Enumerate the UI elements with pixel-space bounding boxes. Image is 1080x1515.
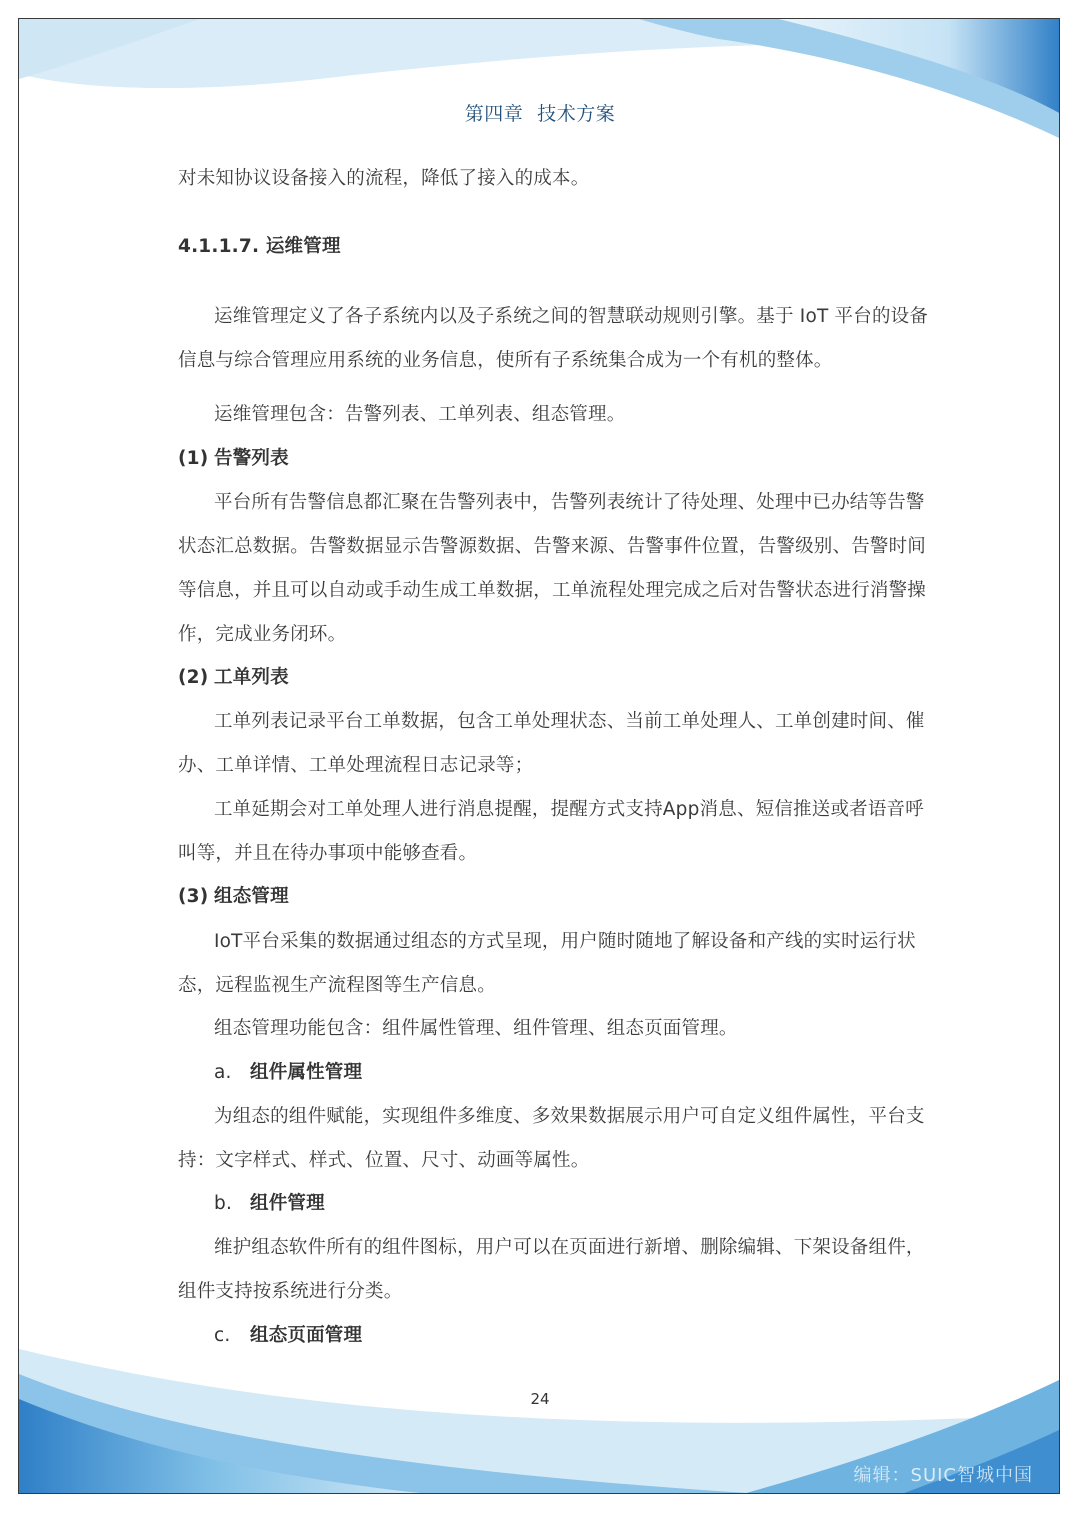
sub-heading-title: 组件管理 <box>250 1193 325 1214</box>
paragraph-line: 等信息，并且可以自动或手动生成工单数据，工单流程处理完成之后对告警状态进行消警操 <box>178 580 927 601</box>
intro-continuation: 对未知协议设备接入的流程，降低了接入的成本。 <box>178 168 590 189</box>
chapter-number: 第四章 <box>464 103 524 125</box>
sub-heading-component-management <box>214 1189 942 1215</box>
sub-heading-letter: c. <box>214 1325 231 1346</box>
paragraph-line: 平台所有告警信息都汇聚在告警列表中，告警列表统计了待处理、处理中已办结等告警 <box>214 492 925 513</box>
sub-heading-letter: a. <box>214 1062 232 1083</box>
paragraph-line: 运维管理定义了各子系统内以及子系统之间的智慧联动规则引擎。基于 IoT 平台的设备 <box>214 306 929 327</box>
paragraph-line: IoT平台采集的数据通过组态的方式呈现，用户随时随地了解设备和产线的实时运行状 <box>214 931 916 952</box>
subsection-number: (2) <box>178 667 209 688</box>
sub-heading-config-page-management <box>214 1321 942 1347</box>
paragraph-line: 为组态的组件赋能，实现组件多维度、多效果数据展示用户可自定义组件属性，平台支 <box>214 1106 925 1127</box>
paragraph-line: 作，完成业务闭环。 <box>178 624 347 645</box>
subsection-number: (1) <box>178 448 209 469</box>
subsection-heading-config <box>178 882 906 908</box>
paragraph-line: 办、工单详情、工单处理流程日志记录等； <box>178 755 534 776</box>
paragraph-line: 维护组态软件所有的组件图标，用户可以在页面进行新增、删除编辑、下架设备组件， <box>214 1237 925 1258</box>
chapter-header <box>19 99 1060 126</box>
watermark: 编辑：SUIC智城中国 <box>853 1465 1033 1486</box>
chapter-title: 技术方案 <box>537 103 616 125</box>
paragraph-line: 信息与综合管理应用系统的业务信息，使所有子系统集合成为一个有机的整体。 <box>178 350 833 371</box>
section-title: 运维管理 <box>265 236 341 257</box>
sub-heading-component-attributes <box>214 1058 942 1084</box>
subsection-title: 告警列表 <box>214 448 289 469</box>
paragraph-line: 状态汇总数据。告警数据显示告警源数据、告警来源、告警事件位置，告警级别、告警时间 <box>178 536 927 557</box>
paragraph-line: 态，远程监视生产流程图等生产信息。 <box>178 975 496 996</box>
paragraph-line: 工单延期会对工单处理人进行消息提醒，提醒方式支持App消息、短信推送或者语音呼 <box>214 799 924 820</box>
document-page <box>18 18 1060 1494</box>
paragraph-line: 持：文字样式、样式、位置、尺寸、动画等属性。 <box>178 1150 590 1171</box>
subsection-title: 组态管理 <box>214 886 289 907</box>
paragraph-line: 组件支持按系统进行分类。 <box>178 1281 403 1302</box>
subsection-heading-alarm <box>178 444 906 470</box>
section-number: 4.1.1.7. <box>178 236 260 257</box>
paragraph-line: 工单列表记录平台工单数据，包含工单处理状态、当前工单处理人、工单创建时间、催 <box>214 711 925 732</box>
section-heading <box>178 232 906 258</box>
paragraph-line: 运维管理包含：告警列表、工单列表、组态管理。 <box>214 404 626 425</box>
sub-heading-title: 组态页面管理 <box>250 1325 363 1346</box>
paragraph-line: 叫等，并且在待办事项中能够查看。 <box>178 843 478 864</box>
sub-heading-letter: b. <box>214 1193 233 1214</box>
subsection-heading-workorder <box>178 663 906 689</box>
subsection-number: (3) <box>178 886 209 907</box>
page-number: 24 <box>530 1390 550 1408</box>
sub-heading-title: 组件属性管理 <box>250 1062 363 1083</box>
subsection-title: 工单列表 <box>214 667 289 688</box>
page-content <box>19 19 1060 1494</box>
paragraph-line: 组态管理功能包含：组件属性管理、组件管理、组态页面管理。 <box>214 1018 738 1039</box>
